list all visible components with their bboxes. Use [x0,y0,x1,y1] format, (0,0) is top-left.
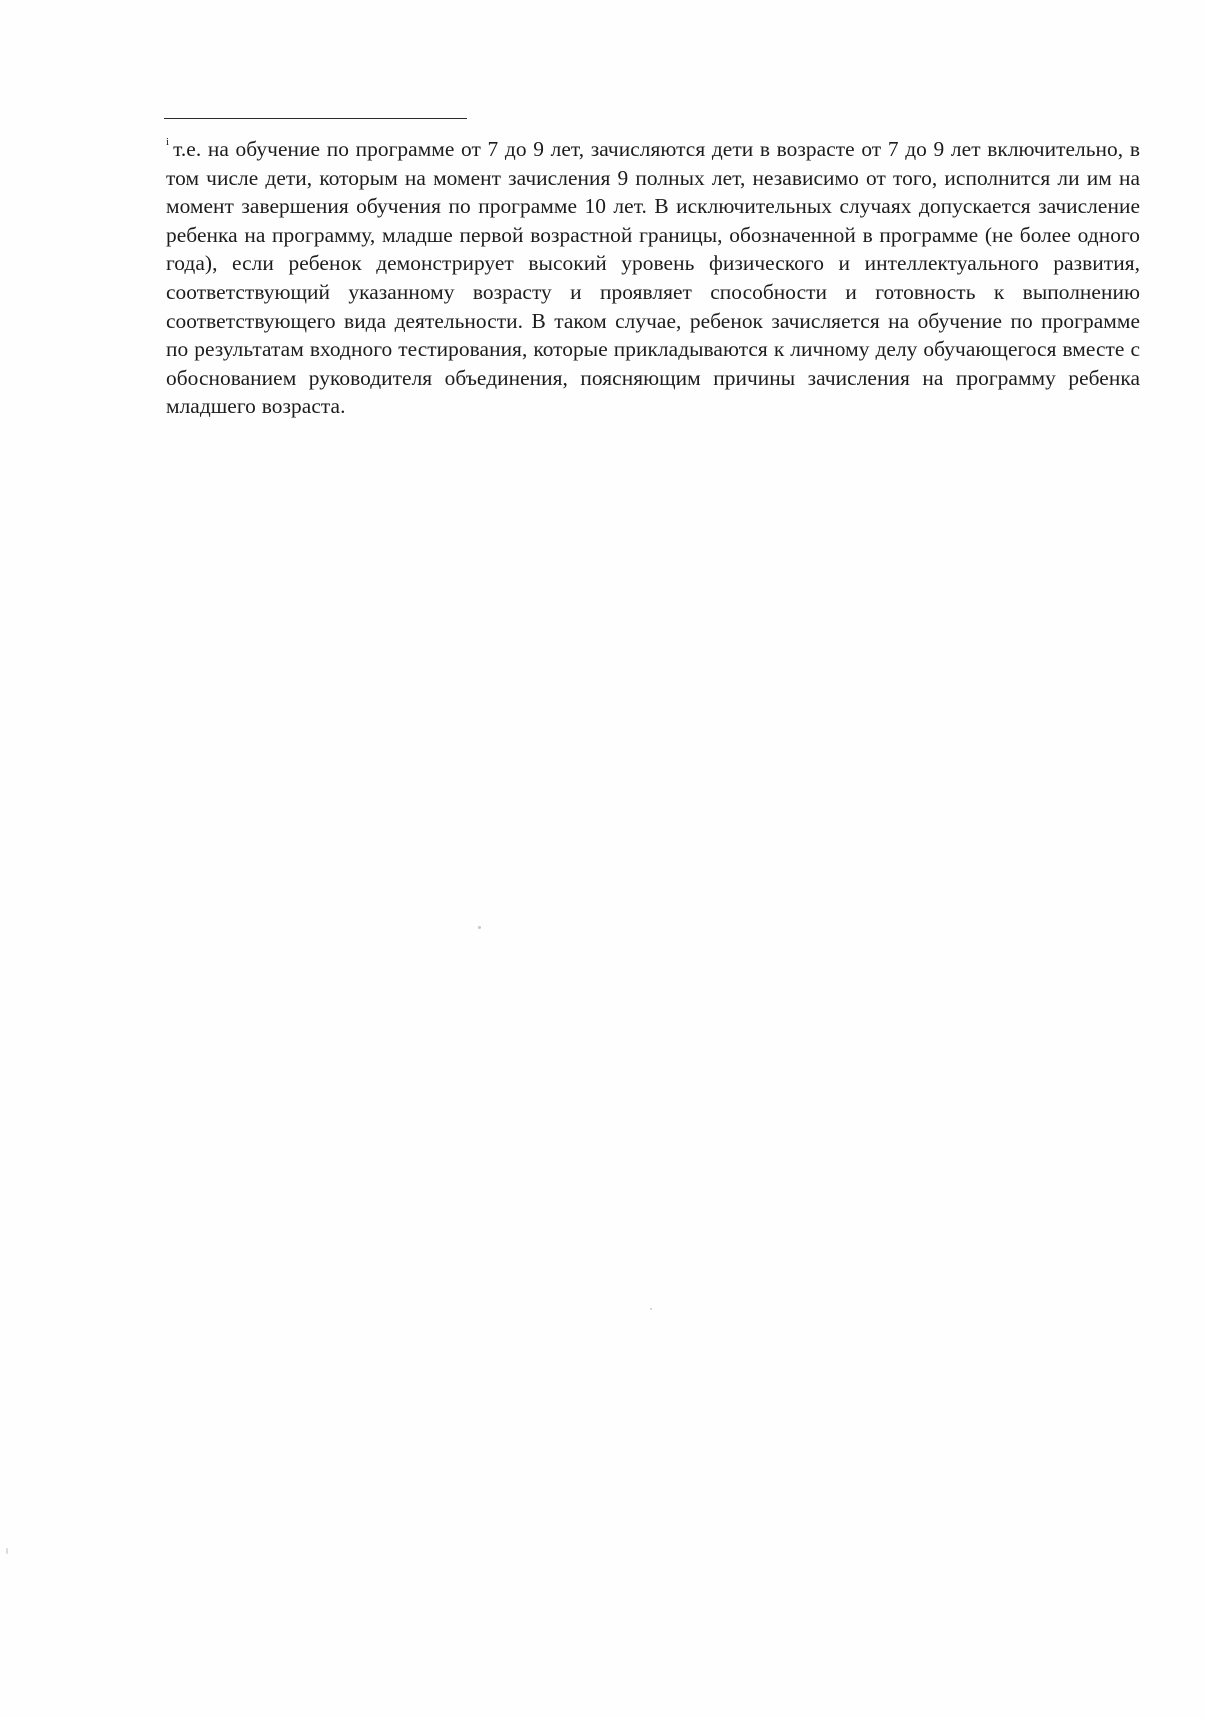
footnote-separator-line [164,118,467,119]
scan-speck [650,1308,652,1310]
footnote-paragraph [166,135,1140,421]
scan-speck [6,1548,8,1554]
footnote-text: т.е. на обучение по программе от 7 до 9 лет, зачисляются дети в возрасте от 7 до 9 лет включительно, в том числе дети, которым на момент зачисления 9 полных лет, независимо от того, исполнится ли им на момент завершения обучения по программе 10 лет. В исключительных случаях допускается зачисление ребенка на программу, младше первой возрастной границы, обозначенной в программе (не более одного года), если ребенок демонстрирует высокий уровень физического и интеллектуального развития, соответствующий указанному возрасту и проявляет способности и готовность к выполнению соответствующего вида деятельности. В таком случае, ребенок зачисляется на обучение по программе по результатам входного тестирования, которые прикладываются к личному делу обучающегося вместе с обоснованием руководителя объединения, поясняющим причины зачисления на программу ребенка младшего возраста. [166,137,1140,419]
footnote-marker: i [166,136,170,148]
scan-speck [478,926,481,929]
